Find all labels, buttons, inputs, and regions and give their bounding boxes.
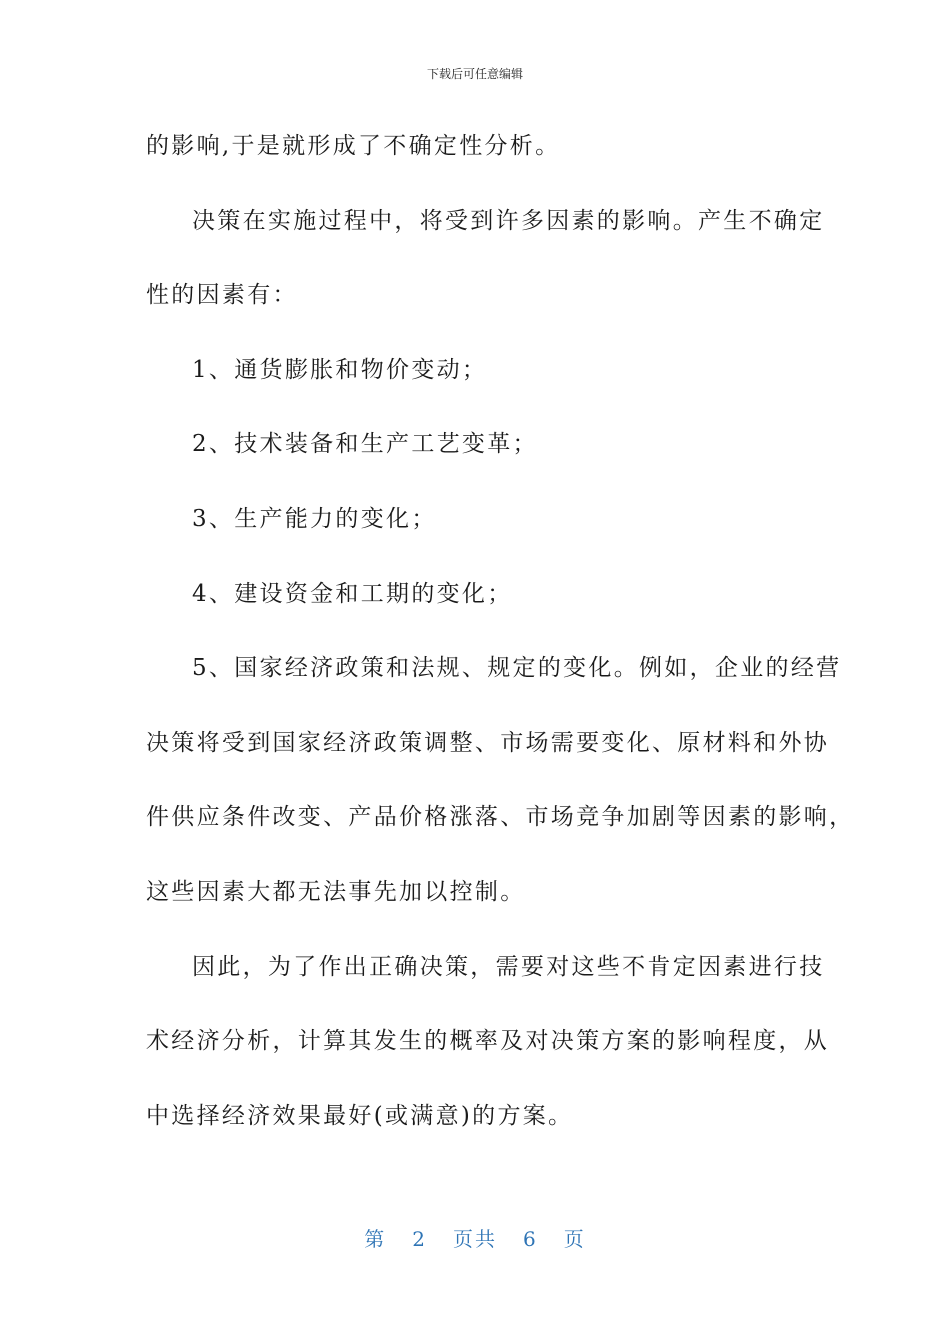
text-line: 这些因素大都无法事先加以控制。 (146, 878, 526, 905)
header-note: 下载后可任意编辑 (426, 67, 523, 81)
text-line: 因此，为了作出正确决策，需要对这些不肯定因素进行技 (192, 953, 825, 980)
list-item: 5、国家经济政策和法规、规定的变化。例如，企业的经营 (192, 655, 842, 682)
page-current: 2 (412, 1227, 427, 1251)
list-item: 3、生产能力的变化； (192, 505, 437, 532)
page-total: 6 (523, 1227, 538, 1251)
list-item: 4、建设资金和工期的变化； (192, 580, 513, 607)
text-line: 件供应条件改变、产品价格涨落、市场竞争加剧等因素的影响， (146, 804, 855, 831)
page-prefix: 第 (364, 1227, 387, 1251)
list-item: 1、通货膨胀和物价变动； (192, 356, 488, 383)
page-mid: 页共 (453, 1227, 497, 1251)
list-item: 2、技术装备和生产工艺变革； (192, 431, 538, 458)
text-line: 决策在实施过程中，将受到许多因素的影响。产生不确定 (192, 207, 825, 234)
text-line: 中选择经济效果最好(或满意)的方案。 (146, 1102, 574, 1129)
text-line: 术经济分析，计算其发生的概率及对决策方案的影响程度，从 (146, 1028, 830, 1055)
page-number-footer (0, 1225, 950, 1253)
text-line: 的影响,于是就形成了不确定性分析。 (146, 133, 561, 159)
page-suffix: 页 (563, 1227, 586, 1251)
text-line: 决策将受到国家经济政策调整、市场需要变化、原材料和外协 (146, 729, 830, 756)
body-text (146, 122, 855, 1166)
text-line: 性的因素有： (146, 282, 298, 309)
